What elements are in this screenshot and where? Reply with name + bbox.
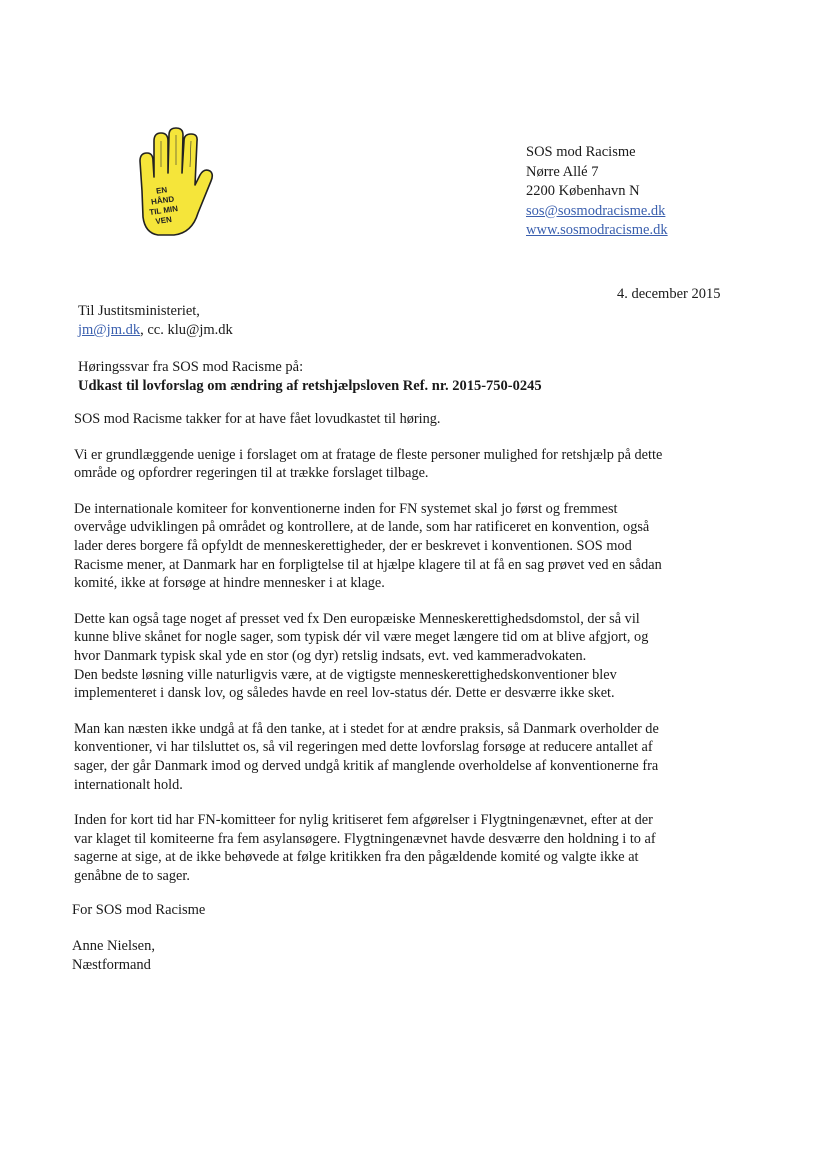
signer-title: Næstformand (72, 957, 151, 973)
subject-title: Udkast til lovforslag om ændring af retshjælpsloven Ref. nr. 2015-750-0245 (78, 378, 542, 394)
paragraph-line: komité, ikke at forsøge at hindre mennesker i at klage. (74, 575, 385, 592)
letter-date: 4. december 2015 (617, 286, 721, 302)
logo-text-line: EN (155, 185, 168, 196)
signer-name: Anne Nielsen, (72, 938, 155, 954)
body-paragraph (74, 610, 764, 703)
paragraph-line: sager, der går Danmark imod og derved undgå kritik af manglende overholdelse af konventionerne fra (74, 757, 659, 774)
paragraph-line: implementeret i dansk lov, og således havde en reel lov-status dér. Dette er desværre ikke sket. (74, 685, 615, 702)
paragraph-line: lader deres borgere få opfyldt de menneskerettigheder, der er beskrevet i konventionen. SOS mod (74, 537, 632, 554)
paragraph-line: konventioner, vi har tilsluttet os, så vil regeringen med dette lovforslag forsøge at reducere antallet af (74, 739, 653, 756)
logo-text-line: VEN (154, 214, 173, 227)
subject-block (78, 358, 542, 396)
recipient-name: Til Justitsministeriet, (78, 303, 200, 319)
body-paragraph (74, 500, 764, 593)
paragraph-line: internationalt hold. (74, 776, 183, 793)
body-paragraph (74, 410, 764, 429)
recipient-block (78, 302, 233, 340)
body-paragraph (74, 811, 764, 885)
paragraph-line: område og opfordrer regeringen til at trække forslaget tilbage. (74, 465, 429, 482)
paragraph-line: Vi er grundlæggende uenige i forslaget om at fratage de fleste personer mulighed for retshjælp på dette (74, 446, 663, 463)
sender-street: Nørre Allé 7 (526, 163, 599, 180)
body-paragraph (74, 720, 764, 794)
paragraph-line: overvåge udviklingen på området og kontrollere, at de lande, som har ratificeret en konvention, også (74, 519, 650, 536)
subject-intro: Høringssvar fra SOS mod Racisme på: (78, 359, 304, 375)
logo-text-line: TIL MIN (148, 204, 179, 217)
closing-line: For SOS mod Racisme (72, 902, 206, 918)
raised-hand-icon (132, 127, 214, 239)
paragraph-line: De internationale komiteer for konventionerne inden for FN systemet skal jo først og fremmest (74, 500, 618, 517)
sender-city: 2200 København N (526, 183, 640, 199)
paragraph-line: SOS mod Racisme takker for at have fået lovudkastet til høring. (74, 411, 441, 427)
paragraph-line: hvor Danmark typisk skal yde en stor (og dyr) retslig indsats, evt. ved kammeradvokaten. (74, 647, 587, 664)
paragraph-line: Dette kan også tage noget af presset ved fx Den europæiske Menneskerettighedsdomstol, der så vil (74, 610, 640, 627)
paragraph-line: genåbne de to sager. (74, 867, 190, 884)
letter-body (74, 410, 764, 902)
sender-website-link[interactable]: www.sosmodracisme.dk (526, 222, 668, 238)
sender-email-link[interactable]: sos@sosmodracisme.dk (526, 202, 666, 219)
sender-name: SOS mod Racisme (526, 144, 636, 160)
logo-text-line: HÅND (150, 194, 175, 207)
recipient-cc: , cc. klu@jm.dk (140, 322, 233, 338)
paragraph-line: Inden for kort tid har FN-komitteer for nylig kritiseret fem afgørelser i Flygtningenævnet, efter at der (74, 812, 653, 829)
paragraph-line: Racisme mener, at Danmark har en forpligtelse til at hjælpe klagere til at få en sag prøvet ved en sådan (74, 556, 662, 573)
recipient-email-link[interactable]: jm@jm.dk (78, 322, 141, 338)
paragraph-line: sagerne at sige, at de ikke behøvede at følge kritikken fra den pågældende komité og valgte ikke at (74, 849, 639, 866)
body-paragraph (74, 446, 764, 483)
paragraph-line: kunne blive skånet for nogle sager, som typisk dér vil være meget længere tid om at blive afgjort, og (74, 629, 649, 646)
paragraph-line: Man kan næsten ikke undgå at få den tanke, at i stedet for at ændre praksis, så Danmark overholder de (74, 720, 659, 737)
paragraph-line: var klaget til komiteerne fra fem asylansøgere. Flygtningenævnet havde desværre den holdning i to af (74, 830, 656, 847)
sender-address (526, 143, 668, 241)
paragraph-line: Den bedste løsning ville naturligvis være, at de vigtigste menneskerettighedskonventioner blev (74, 666, 617, 683)
signature-block (72, 937, 155, 975)
